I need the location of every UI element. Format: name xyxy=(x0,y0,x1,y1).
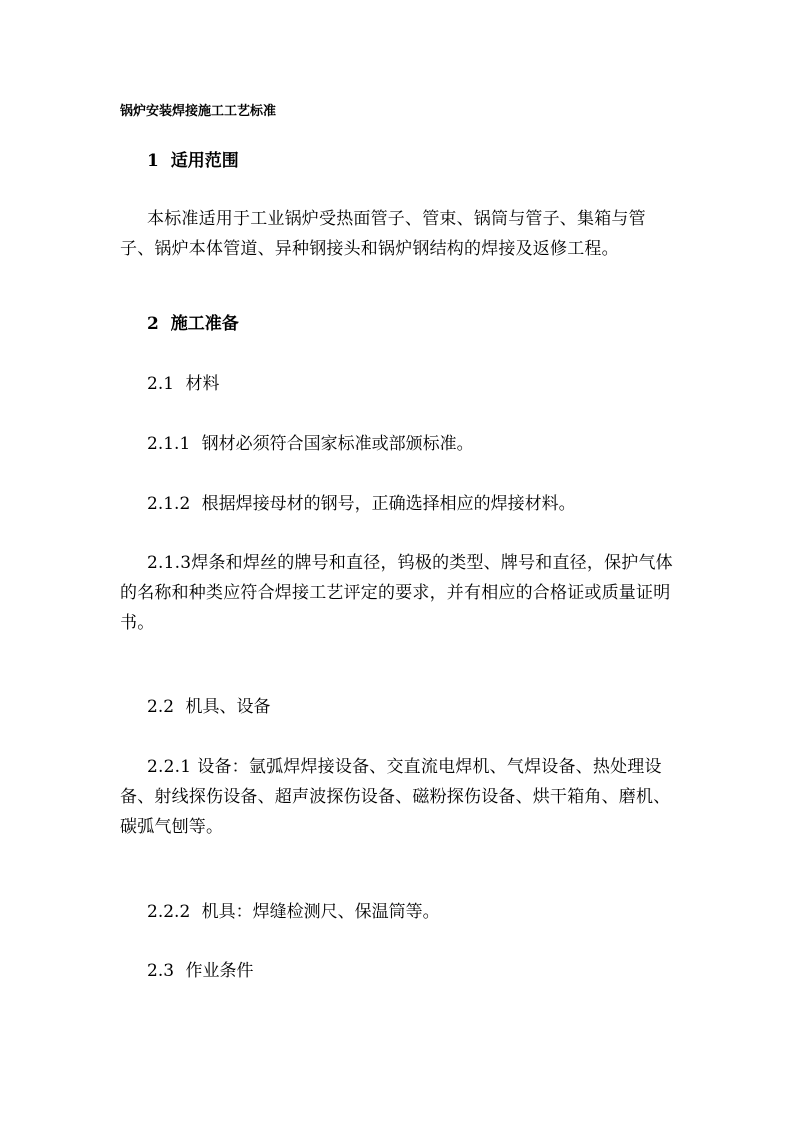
item-2-2-number: 2.2 xyxy=(147,697,175,717)
section-1-title: 适用范围 xyxy=(170,151,239,171)
item-2-2-2-text: 机具：焊缝检测尺、保温筒等。 xyxy=(201,902,440,922)
item-2-3 xyxy=(147,960,253,982)
item-2-1-2-number: 2.1.2 xyxy=(147,494,191,514)
document-title: 锅炉安装焊接施工工艺标准 xyxy=(120,104,277,119)
item-2-1-2-text: 根据焊接母材的钢号，正确选择相应的焊接材料。 xyxy=(201,494,576,514)
item-2-3-number: 2.3 xyxy=(147,961,175,981)
section-2-number: 2 xyxy=(147,314,159,334)
section-2-heading xyxy=(147,313,239,335)
item-2-2-1 xyxy=(120,752,680,842)
section-2-title: 施工准备 xyxy=(170,314,239,334)
item-2-2 xyxy=(147,696,270,718)
item-2-2-2-number: 2.2.2 xyxy=(147,902,191,922)
section-1-number: 1 xyxy=(147,151,159,171)
item-2-1 xyxy=(147,373,219,395)
item-2-1-2 xyxy=(147,493,576,515)
section-1-body: 本标准适用于工业锅炉受热面管子、管束、锅筒与管子、集箱与管子、锅炉本体管道、异种钢接头和锅炉钢结构的焊接及返修工程。 xyxy=(120,209,646,259)
item-2-1-text: 材料 xyxy=(185,374,220,394)
item-2-3-text: 作业条件 xyxy=(185,961,254,981)
section-1-heading xyxy=(147,150,239,172)
item-2-1-1 xyxy=(147,433,474,455)
item-2-1-number: 2.1 xyxy=(147,374,175,394)
item-2-1-3 xyxy=(120,548,680,638)
item-2-1-1-number: 2.1.1 xyxy=(147,434,191,454)
item-2-2-2 xyxy=(147,901,440,923)
item-2-1-3-number: 2.1.3 xyxy=(147,553,192,573)
item-2-1-1-text: 钢材必须符合国家标准或部颁标准。 xyxy=(201,434,474,454)
item-2-2-1-number: 2.2.1 xyxy=(147,757,192,777)
item-2-1-3-text: 焊条和焊丝的牌号和直径，钨极的类型、牌号和直径，保护气体的名称和种类应符合焊接工艺评定的要求，并有相应的合格证或质量证明书。 xyxy=(120,553,673,633)
item-2-2-1-text: 设备：氩弧焊焊接设备、交直流电焊机、气焊设备、热处理设备、射线探伤设备、超声波探伤设备、磁粉探伤设备、烘干箱角、磨机、碳弧气刨等。 xyxy=(120,757,671,837)
item-2-2-text: 机具、设备 xyxy=(185,697,271,717)
